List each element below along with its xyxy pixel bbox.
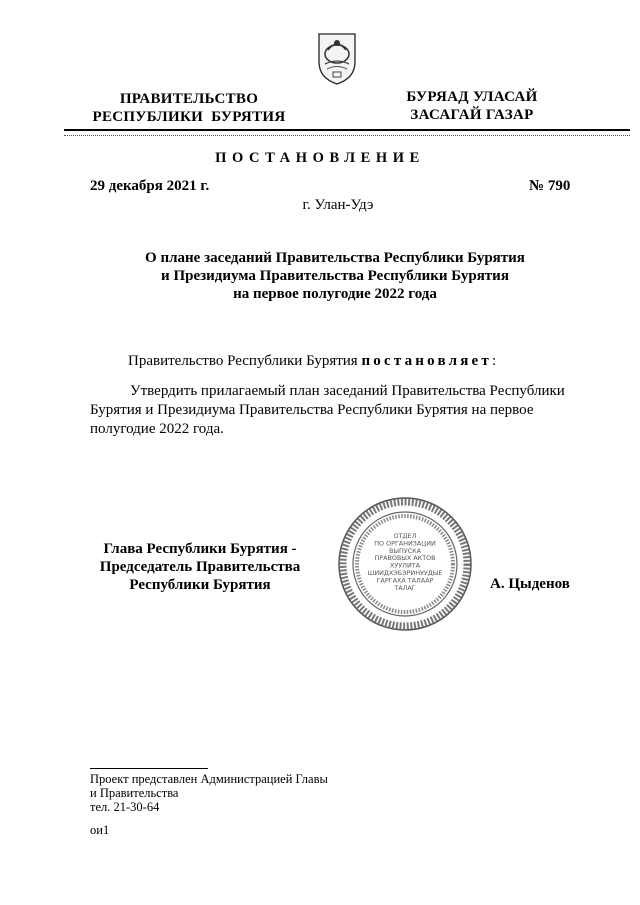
stamp-text-line: ТАЛАГ: [394, 583, 416, 592]
footnote: [90, 772, 328, 814]
document-city: г. Улан-Удэ: [302, 197, 374, 213]
subject-line2: и Президиума Правительства Республики Бурятия: [161, 268, 509, 284]
document-subject: [100, 249, 570, 303]
signatory-title-line2: Председатель Правительства: [99, 559, 301, 575]
body-paragraph: [90, 382, 576, 439]
stamp-text-line: ПО ОРГАНИЗАЦИИ: [374, 539, 436, 548]
stamp-text-line: ВЫПУСКА: [388, 546, 422, 555]
preamble: [128, 353, 496, 370]
preamble-start: Правительство Республики Бурятия: [128, 353, 362, 369]
document-date: 29 декабря 2021 г.: [90, 178, 210, 194]
footnote-line1: Проект представлен Администрацией Главы: [90, 772, 328, 786]
header-right-line2: ЗАСАГАЙ ГАЗАР: [410, 107, 534, 123]
header-divider: [64, 129, 630, 131]
header-left: [84, 90, 294, 126]
signatory-title: [88, 540, 312, 594]
body-text: Утвердить прилагаемый план заседаний Правительства Республики Бурятия и Президиума Правительства Республики Бурятия на первое полугодие 2022 года.: [90, 383, 565, 437]
signatory-title-line1: Глава Республики Бурятия -: [103, 541, 297, 557]
header-left-line2: РЕСПУБЛИКИ БУРЯТИЯ: [92, 109, 286, 125]
stamp-text-line: ХУУЛИТА: [389, 561, 421, 570]
header-right: [392, 88, 552, 124]
header-left-line1: ПРАВИТЕЛЬСТВО: [119, 91, 259, 107]
preamble-end: :: [491, 353, 497, 369]
preamble-keyword: постановляет: [361, 353, 492, 369]
stamp-text-line: ГАРГАХА ТАЛААР: [376, 576, 434, 585]
stamp-text-line: ОТДЕЛ: [393, 532, 417, 540]
footnote-line2: и Правительства: [90, 786, 179, 800]
footnote-divider: [90, 768, 208, 769]
document-code: ои1: [90, 823, 110, 837]
official-stamp-seal: [337, 496, 473, 632]
footnote-line3: тел. 21-30-64: [90, 800, 160, 814]
signatory-title-line3: Республики Бурятия: [129, 577, 271, 593]
header-divider-dotted: [64, 135, 630, 136]
stamp-text-line: ШИИДХЭБЭРИНУУДЫЕ: [367, 569, 443, 577]
signatory-name: А. Цыденов: [490, 576, 570, 592]
document-type: ПОСТАНОВЛЕНИЕ: [215, 150, 425, 166]
subject-line3: на первое полугодие 2022 года: [233, 286, 437, 302]
header-right-line1: БУРЯАД УЛАСАЙ: [406, 89, 538, 105]
subject-line1: О плане заседаний Правительства Республики Бурятия: [145, 250, 525, 266]
document-number: № 790: [529, 178, 571, 194]
coat-of-arms-icon: [313, 28, 361, 86]
stamp-text-line: ПРАВОВЫХ АКТОВ: [374, 554, 436, 563]
